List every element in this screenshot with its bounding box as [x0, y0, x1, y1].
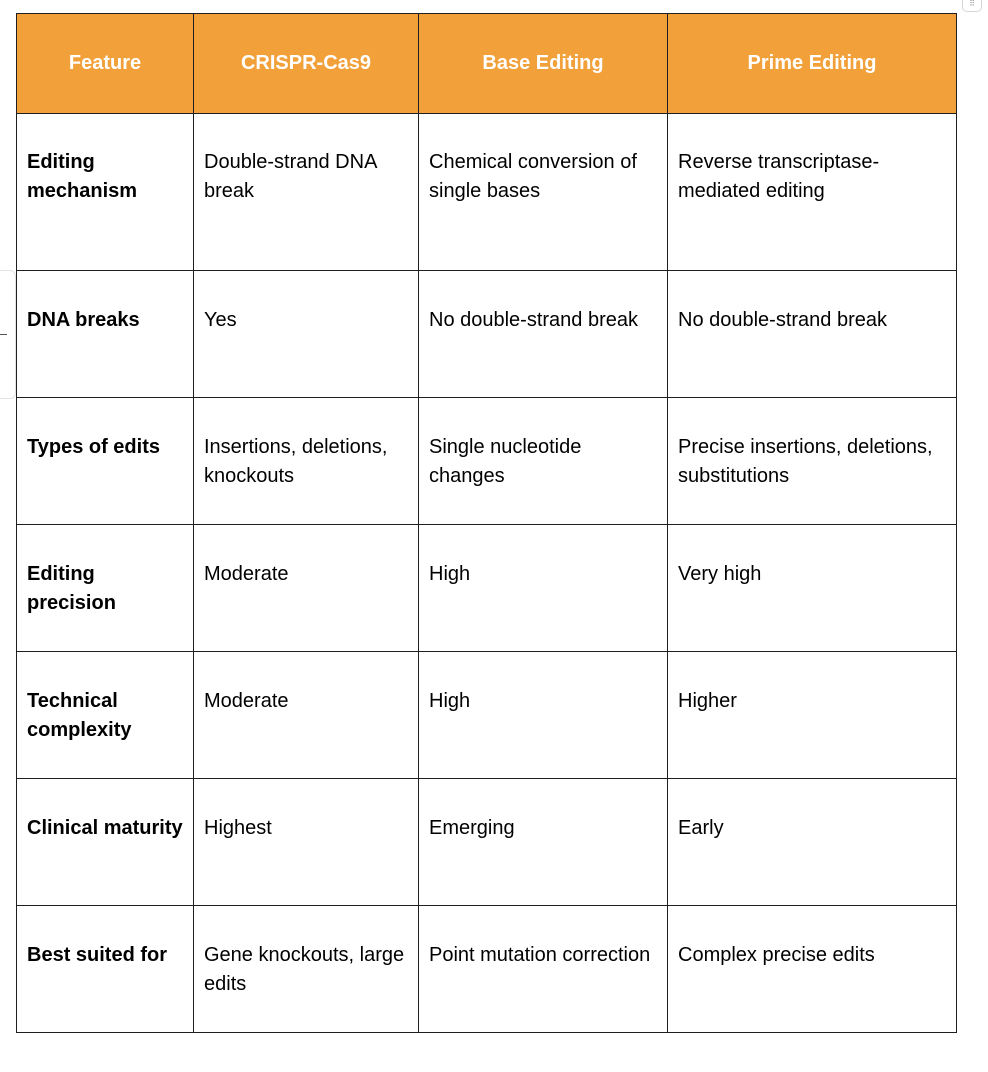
table-row: [17, 779, 957, 906]
header-feature: Feature: [17, 14, 194, 114]
table-cell: Gene knockouts, large edits: [194, 906, 419, 1033]
table-row: [17, 525, 957, 652]
table-header-row: [17, 14, 957, 114]
header-base-editing: Base Editing: [419, 14, 668, 114]
table-row: [17, 652, 957, 779]
table-cell: No double-strand break: [419, 271, 668, 398]
table-cell: Precise insertions, deletions, substitutions: [668, 398, 957, 525]
table-cell: Moderate: [194, 525, 419, 652]
comparison-table: [16, 13, 957, 1033]
table-cell: Double-strand DNA break: [194, 114, 419, 271]
table-cell: Very high: [668, 525, 957, 652]
table-cell: Complex precise edits: [668, 906, 957, 1033]
row-label: DNA breaks: [17, 271, 194, 398]
table-cell: Early: [668, 779, 957, 906]
table-cell: Chemical conversion of single bases: [419, 114, 668, 271]
table-row: [17, 271, 957, 398]
table-row: [17, 906, 957, 1033]
table-cell: High: [419, 652, 668, 779]
table-cell: Single nucleotide changes: [419, 398, 668, 525]
table-cell: Moderate: [194, 652, 419, 779]
row-label: Clinical maturity: [17, 779, 194, 906]
table-row: [17, 114, 957, 271]
table-cell: Point mutation correction: [419, 906, 668, 1033]
table-cell: Highest: [194, 779, 419, 906]
table-cell: Reverse transcriptase-mediated editing: [668, 114, 957, 271]
table-cell: Yes: [194, 271, 419, 398]
row-label: Technical complexity: [17, 652, 194, 779]
table-cell: Higher: [668, 652, 957, 779]
row-label: Types of edits: [17, 398, 194, 525]
table-cell: High: [419, 525, 668, 652]
table-cell: Emerging: [419, 779, 668, 906]
table-cell: Insertions, deletions, knockouts: [194, 398, 419, 525]
table-row: [17, 398, 957, 525]
comparison-table-container: [16, 13, 957, 1033]
drag-grip-icon[interactable]: ⠿: [962, 0, 982, 12]
row-label: Editing precision: [17, 525, 194, 652]
row-handle-dash: [0, 334, 7, 335]
row-label: Best suited for: [17, 906, 194, 1033]
table-cell: No double-strand break: [668, 271, 957, 398]
row-label: Editing mechanism: [17, 114, 194, 271]
header-crispr-cas9: CRISPR-Cas9: [194, 14, 419, 114]
header-prime-editing: Prime Editing: [668, 14, 957, 114]
